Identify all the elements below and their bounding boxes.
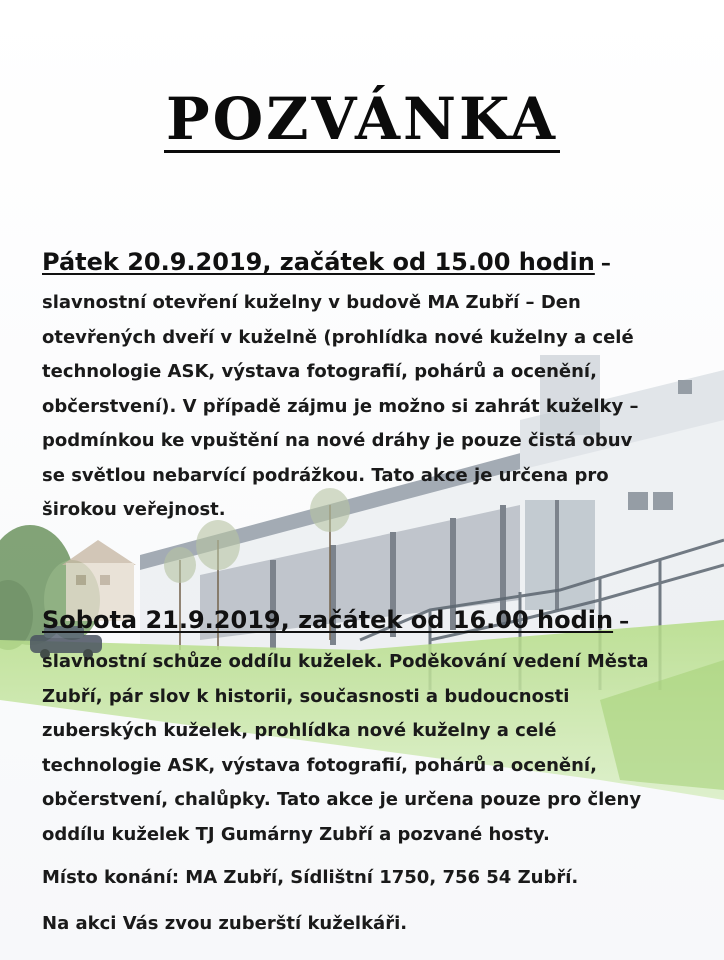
saturday-line: občerstvení, chalůpky. Tato akce je určena pouze pro členy bbox=[42, 789, 642, 810]
friday-line: technologie ASK, výstava fotografií, pohárů a ocenění, bbox=[42, 361, 597, 382]
saturday-description bbox=[42, 645, 682, 852]
saturday-line: oddílu kuželek TJ Gumárny Zubří a pozvané hosty. bbox=[42, 823, 550, 845]
saturday-line: Zubří, pár slov k historii, současnosti a budoucnosti bbox=[42, 685, 570, 707]
friday-line: podmínkou ke vpuštění na nové dráhy je pouze čistá obuv bbox=[42, 430, 633, 451]
title-text: POZVÁNKA bbox=[165, 85, 559, 153]
friday-line: slavnostní otevření kuželny v budově MA Zubří – Den bbox=[42, 292, 581, 313]
page-title bbox=[0, 85, 724, 153]
saturday-line: zuberských kuželek, prohlídka nové kuželny a celé bbox=[42, 720, 557, 741]
friday-line: se světlou nebarvící podrážkou. Tato akce je určena pro bbox=[42, 464, 609, 486]
friday-heading bbox=[42, 247, 611, 278]
friday-line: širokou veřejnost. bbox=[42, 499, 226, 520]
friday-heading-dash: – bbox=[600, 251, 611, 275]
saturday-line: slavnostní schůze oddílu kuželek. Poděkování vedení Města bbox=[42, 651, 649, 672]
saturday-heading-text: Sobota 21.9.2019, začátek od 16.00 hodin bbox=[42, 606, 614, 634]
saturday-heading bbox=[42, 605, 629, 636]
saturday-line: technologie ASK, výstava fotografií, pohárů a ocenění, bbox=[42, 754, 597, 776]
friday-line: občerstvení). V případě zájmu je možno si zahrát kuželky – bbox=[42, 395, 639, 417]
venue: Místo konání: MA Zubří, Sídlištní 1750, 756 54 Zubří. bbox=[42, 867, 579, 888]
friday-line: otevřených dveří v kuželně (prohlídka nové kuželny a celé bbox=[42, 326, 634, 348]
friday-description bbox=[42, 286, 682, 528]
friday-heading-text: Pátek 20.9.2019, začátek od 15.00 hodin bbox=[42, 248, 595, 276]
closing-line: Na akci Vás zvou zuberští kuželkáři. bbox=[42, 913, 408, 934]
saturday-heading-dash: – bbox=[619, 609, 630, 633]
